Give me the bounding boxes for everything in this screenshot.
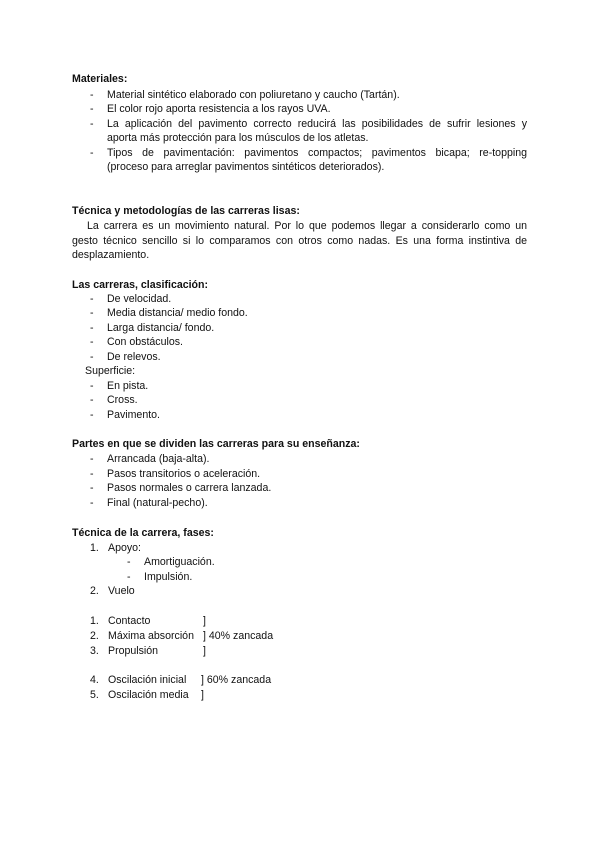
materiales-item-4-line-1: Tipos de pavimentación: pavimentos compactos; pavimentos bicapa; re-topping [107, 147, 527, 159]
fases-list2-num: 3. [90, 645, 99, 657]
bullet-dash: - [90, 482, 94, 494]
partes-item-2: Pasos transitorios o aceleración. [107, 468, 261, 480]
partes-heading: Partes en que se dividen las carreras para su enseñanza: [72, 438, 360, 450]
materiales-item-2: El color rojo aporta resistencia a los rayos UVA. [107, 103, 331, 115]
clasificacion-item-2: Media distancia/ medio fondo. [107, 307, 248, 319]
bullet-dash: - [90, 293, 94, 305]
materiales-heading: Materiales: [72, 73, 128, 85]
fases-list1-vuelo: Vuelo [108, 585, 135, 597]
superficie-item-3: Pavimento. [107, 409, 160, 421]
fases-list2-num: 1. [90, 615, 99, 627]
fases-list3-oscilacion-media: Oscilación media [108, 689, 189, 701]
fases-list1-num: 2. [90, 585, 99, 597]
bullet-dash: - [90, 468, 94, 480]
bullet-dash: - [90, 147, 94, 159]
fases-list3-num: 4. [90, 674, 99, 686]
fases-list3-bracket: ] 60% zancada [201, 674, 272, 686]
bullet-dash: - [90, 394, 94, 406]
clasificacion-item-1: De velocidad. [107, 293, 172, 305]
bullet-dash: - [127, 556, 131, 568]
clasificacion-item-4: Con obstáculos. [107, 336, 183, 348]
bullet-dash: - [90, 118, 94, 130]
superficie-item-2: Cross. [107, 394, 138, 406]
bullet-dash: - [90, 103, 94, 115]
fases-list2-maxima-absorcion: Máxima absorción [108, 630, 194, 642]
tecnica-heading: Técnica y metodologías de las carreras lisas: [72, 205, 300, 217]
bullet-dash: - [90, 336, 94, 348]
clasificacion-heading: Las carreras, clasificación: [72, 279, 209, 291]
bullet-dash: - [127, 571, 131, 583]
bullet-dash: - [90, 409, 94, 421]
materiales-item-4-line-2: (proceso para arreglar pavimentos sintéticos deteriorados). [107, 161, 385, 173]
materiales-item-1: Material sintético elaborado con poliuretano y caucho (Tartán). [107, 89, 400, 101]
bullet-dash: - [90, 497, 94, 509]
fases-list2-bracket: ] [203, 645, 206, 657]
superficie-item-1: En pista. [107, 380, 149, 392]
superficie-label: Superficie: [85, 365, 136, 377]
fases-list2-num: 2. [90, 630, 99, 642]
bullet-dash: - [90, 89, 94, 101]
apoyo-sub-2: Impulsión. [144, 571, 193, 583]
bullet-dash: - [90, 322, 94, 334]
fases-list3-num: 5. [90, 689, 99, 701]
bullet-dash: - [90, 380, 94, 392]
partes-item-4: Final (natural-pecho). [107, 497, 208, 509]
fases-list2-contacto: Contacto [108, 615, 151, 627]
bullet-dash: - [90, 351, 94, 363]
materiales-item-3-line-2: aporta más protección para los músculos de los atletas. [107, 132, 369, 144]
fases-list2-propulsion: Propulsión [108, 645, 159, 657]
fases-list3-oscilacion-inicial: Oscilación inicial [108, 674, 187, 686]
fases-list3-bracket: ] [201, 689, 204, 701]
fases-list1-num: 1. [90, 542, 99, 554]
bullet-dash: - [90, 307, 94, 319]
clasificacion-item-5: De relevos. [107, 351, 161, 363]
clasificacion-item-3: Larga distancia/ fondo. [107, 322, 215, 334]
fases-heading: Técnica de la carrera, fases: [72, 527, 214, 539]
partes-item-1: Arrancada (baja-alta). [107, 453, 210, 465]
materiales-item-3-line-1: La aplicación del pavimento correcto reducirá las posibilidades de sufrir lesiones y [107, 118, 527, 130]
partes-item-3: Pasos normales o carrera lanzada. [107, 482, 272, 494]
tecnica-paragraph-line-2: gesto técnico sencillo si lo comparamos con otros como nadas. Es una forma instintiva de [72, 235, 527, 247]
tecnica-paragraph-line-3: desplazamiento. [72, 249, 150, 261]
fases-list1-apoyo: Apoyo: [108, 542, 141, 554]
tecnica-paragraph-line-1: La carrera es un movimiento natural. Por lo que podemos llegar a considerarlo como un [87, 220, 527, 232]
bullet-dash: - [90, 453, 94, 465]
apoyo-sub-1: Amortiguación. [144, 556, 215, 568]
fases-list2-bracket: ] 40% zancada [203, 630, 274, 642]
fases-list2-bracket: ] [203, 615, 206, 627]
